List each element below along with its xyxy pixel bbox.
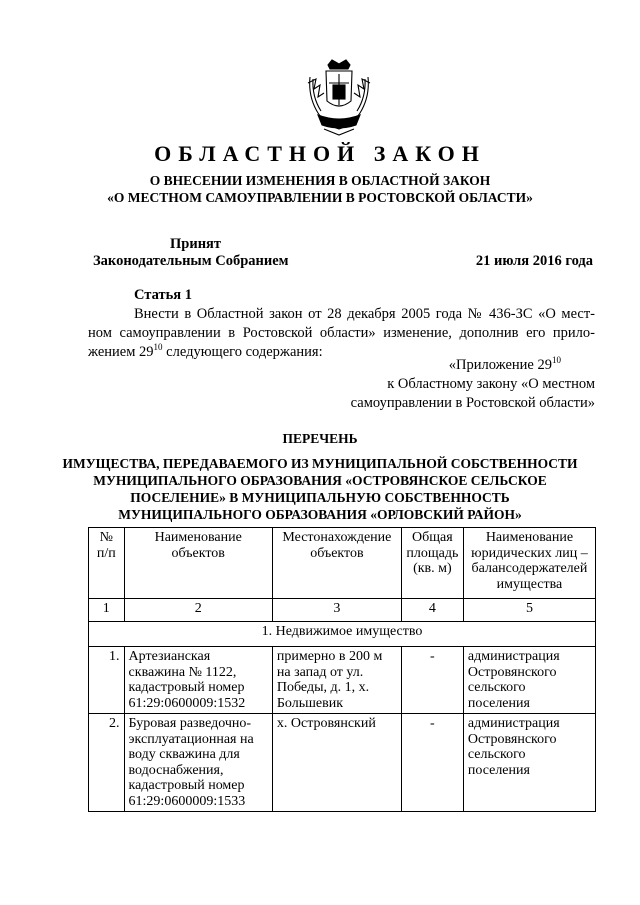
adoption-line-1: Принят bbox=[170, 236, 222, 252]
list-subtitle-line-4: МУНИЦИПАЛЬНОГО ОБРАЗОВАНИЯ «ОРЛОВСКИЙ РАЙОН» bbox=[118, 507, 522, 522]
list-subtitle-line-3: ПОСЕЛЕНИЕ» В МУНИЦИПАЛЬНУЮ СОБСТВЕННОСТЬ bbox=[130, 490, 510, 505]
adoption-line-2: Законодательным Собранием bbox=[93, 253, 289, 269]
balance-holder: администрация Островянского сельского поселения bbox=[463, 647, 595, 714]
paragraph-line-2: ном самоуправлении в Ростовской области» изменение, дополнив его прило- bbox=[88, 325, 595, 341]
object-name: Артезианская скважина № 1122, кадастровый номер 61:29:0600009:1532 bbox=[124, 647, 272, 714]
appendix-heading bbox=[351, 356, 595, 413]
list-title: ПЕРЕЧЕНЬ bbox=[282, 431, 358, 446]
appendix-title bbox=[351, 356, 595, 375]
list-subtitle-line-1: ИМУЩЕСТВА, ПЕРЕДАВАЕМОГО ИЗ МУНИЦИПАЛЬНОЙ СОБСТВЕННОСТИ bbox=[62, 456, 578, 471]
object-name: Буровая разведочно-эксплуатационная на воду скважина для водоснабжения, кадастровый номер 61:29:0600009:1533 bbox=[124, 714, 272, 812]
list-subtitle bbox=[0, 455, 640, 523]
paragraph-line-1: Внести в Областной закон от 28 декабря 2005 года № 436-ЗС «О мест- bbox=[134, 306, 595, 322]
appendix-line-3: самоуправлении в Ростовской области» bbox=[350, 395, 595, 411]
column-number: 5 bbox=[463, 599, 595, 622]
header-area: Общая площадь (кв. м) bbox=[401, 528, 463, 599]
header-number: № п/п bbox=[89, 528, 125, 599]
document-subtitle bbox=[0, 172, 640, 206]
paragraph-superscript: 10 bbox=[153, 342, 163, 353]
section-title: 1. Недвижимое имущество bbox=[89, 622, 596, 647]
column-number: 1 bbox=[89, 599, 125, 622]
paragraph-line-3-end: следующего содержания: bbox=[162, 344, 323, 360]
object-area: - bbox=[401, 647, 463, 714]
rostov-region-emblem bbox=[304, 57, 374, 137]
header-object-name: Наименование объектов bbox=[124, 528, 272, 599]
section-row bbox=[89, 622, 596, 647]
adoption-date: 21 июля 2016 года bbox=[475, 253, 593, 269]
object-area: - bbox=[401, 714, 463, 812]
paragraph-line-3-start: жением 29 bbox=[88, 344, 154, 360]
row-number: 2. bbox=[89, 714, 125, 812]
article-title: Статья 1 bbox=[134, 287, 192, 303]
appendix-title-text: «Приложение 29 bbox=[448, 357, 552, 373]
table-header-row bbox=[89, 528, 596, 599]
column-number: 3 bbox=[272, 599, 401, 622]
appendix-line-2: к Областному закону «О местном bbox=[387, 376, 595, 392]
table-row bbox=[89, 714, 596, 812]
list-subtitle-line-2: МУНИЦИПАЛЬНОГО ОБРАЗОВАНИЯ «ОСТРОВЯНСКОЕ СЕЛЬСКОЕ bbox=[93, 473, 547, 488]
table-row bbox=[89, 647, 596, 714]
appendix-title-superscript: 10 bbox=[552, 355, 561, 366]
object-location: х. Островянский bbox=[272, 714, 401, 812]
object-location: примерно в 200 м на запад от ул. Победы, д. 1, х. Большевик bbox=[272, 647, 401, 714]
column-number-row bbox=[89, 599, 596, 622]
header-holder: Наименование юридических лиц – балансодержателей имущества bbox=[463, 528, 595, 599]
column-number: 4 bbox=[401, 599, 463, 622]
column-number: 2 bbox=[124, 599, 272, 622]
property-table bbox=[88, 527, 596, 812]
subtitle-line-2: «О МЕСТНОМ САМОУПРАВЛЕНИИ В РОСТОВСКОЙ ОБЛАСТИ» bbox=[107, 190, 533, 205]
article-paragraph bbox=[88, 305, 595, 362]
document-title: ОБЛАСТНОЙ ЗАКОН bbox=[154, 141, 486, 166]
row-number: 1. bbox=[89, 647, 125, 714]
header-location: Местонахождение объектов bbox=[272, 528, 401, 599]
balance-holder: администрация Островянского сельского поселения bbox=[463, 714, 595, 812]
adoption-block bbox=[93, 236, 289, 270]
subtitle-line-1: О ВНЕСЕНИИ ИЗМЕНЕНИЯ В ОБЛАСТНОЙ ЗАКОН bbox=[149, 173, 491, 188]
